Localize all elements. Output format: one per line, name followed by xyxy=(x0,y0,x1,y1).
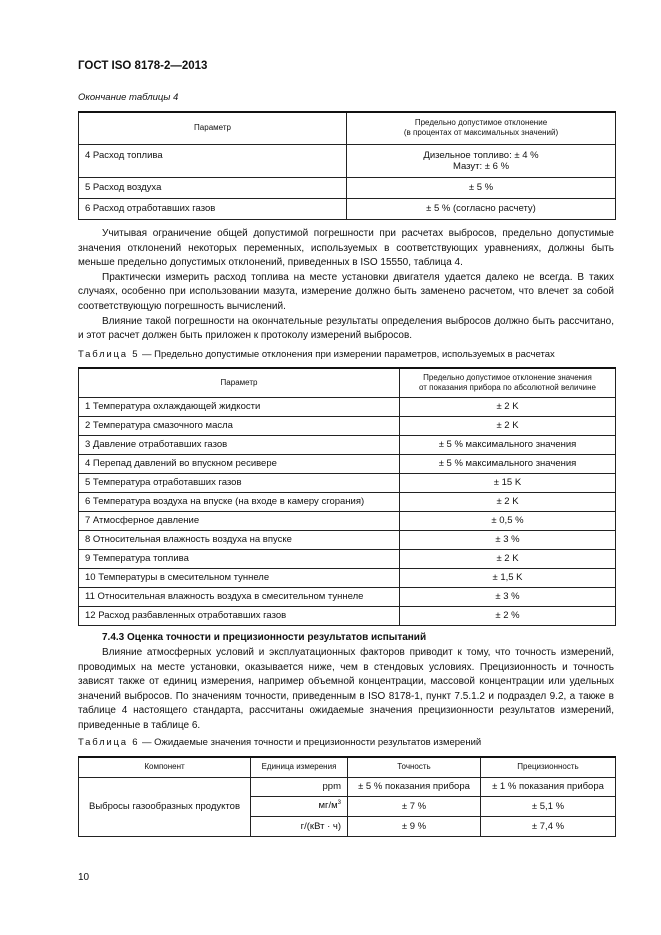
table5-header-row xyxy=(79,368,616,397)
table5-value: ± 2 K xyxy=(400,397,616,416)
table6-precision: ± 7,4 % xyxy=(481,816,616,836)
table6-precision: ± 5,1 % xyxy=(481,796,616,816)
document-header: ГОСТ ISO 8178-2—2013 xyxy=(78,60,208,72)
table-row xyxy=(79,777,616,796)
table6-accuracy: ± 5 % показания прибора xyxy=(348,777,481,796)
table5-param: 8 Относительная влажность воздуха на впуске xyxy=(79,530,400,549)
table5-param: 11 Относительная влажность воздуха в смесительном туннеле xyxy=(79,587,400,606)
table5-value: ± 2 % xyxy=(400,606,616,625)
table6-caption-prefix: Таблица 6 xyxy=(78,737,140,748)
table5-value: ± 5 % максимального значения xyxy=(400,435,616,454)
table-row xyxy=(79,492,616,511)
table6-unit: ppm xyxy=(251,777,348,796)
table-row xyxy=(79,606,616,625)
table-row xyxy=(79,568,616,587)
table5-value: ± 2 K xyxy=(400,549,616,568)
table5-col-deviation xyxy=(400,368,616,397)
section-heading: 7.4.3 Оценка точности и прецизионности результатов испытаний xyxy=(102,632,427,643)
table5-param: 2 Температура смазочного масла xyxy=(79,416,400,435)
table5-value: ± 2 K xyxy=(400,416,616,435)
table5-param: 9 Температура топлива xyxy=(79,549,400,568)
table-row xyxy=(79,511,616,530)
table4-col-deviation-line1: Предельно допустимое отклонение xyxy=(414,118,548,128)
table6-unit-superscript: 3 xyxy=(337,800,341,807)
table-row xyxy=(79,416,616,435)
table-5 xyxy=(78,367,616,626)
table6-header-row xyxy=(79,757,616,777)
table6-precision: ± 1 % показания прибора xyxy=(481,777,616,796)
table5-param: 4 Перепад давлений во впускном ресивере xyxy=(79,454,400,473)
table4-param: 5 Расход воздуха xyxy=(79,177,347,198)
body-text-block-1 xyxy=(78,227,614,344)
table5-param: 12 Расход разбавленных отработавших газов xyxy=(79,606,400,625)
table6-caption xyxy=(78,737,481,748)
table-row xyxy=(79,549,616,568)
table-row xyxy=(79,144,616,177)
table5-value: ± 0,5 % xyxy=(400,511,616,530)
table5-value: ± 3 % xyxy=(400,587,616,606)
table-row xyxy=(79,177,616,198)
table6-col-unit: Единица измерения xyxy=(251,757,348,777)
table4-param: 6 Расход отработавших газов xyxy=(79,198,347,219)
table-6 xyxy=(78,756,616,837)
table-row xyxy=(79,198,616,219)
table4-value xyxy=(347,144,616,177)
table5-param: 5 Температура отработавших газов xyxy=(79,473,400,492)
table6-caption-text: — Ожидаемые значения точности и прецизионности результатов измерений xyxy=(139,737,482,748)
table4-col-deviation-line2: (в процентах от максимальных значений) xyxy=(403,128,559,138)
table4-col-deviation xyxy=(347,112,616,144)
table5-param: 6 Температура воздуха на впуске (на входе в камеру сгорания) xyxy=(79,492,400,511)
table5-param: 3 Давление отработавших газов xyxy=(79,435,400,454)
table4-col-param: Параметр xyxy=(79,112,347,144)
table4-param: 4 Расход топлива xyxy=(79,144,347,177)
table5-value: ± 2 K xyxy=(400,492,616,511)
table4-value-line2: Мазут: ± 6 % xyxy=(452,160,510,172)
table6-col-accuracy: Точность xyxy=(348,757,481,777)
paragraph: Влияние атмосферных условий и эксплуатационных факторов приводит к тому, что точность измерений, проводимых на месте установки, оказывается ниже, чем в стендовых условиях. Прецизионность и точность зависят также от единиц измерения, например объемной концентрации, массовой концентрации или удельных значений выбросов. По значениям точности, приведенным в ISO 8178-1, пункт 7.5.1.2 и подраздел 9.2, а также в таблице 4 настоящего стандарта, рассчитаны ожидаемые значения прецизионности результатов измерений, приведенные в таблице 6. xyxy=(78,647,614,731)
table4-caption: Окончание таблицы 4 xyxy=(78,92,179,103)
table5-value: ± 15 K xyxy=(400,473,616,492)
table5-col-param: Параметр xyxy=(79,368,400,397)
paragraph: Практически измерить расход топлива на месте установки двигателя удается далеко не всегда. В таких случаях, особенно при использовании мазута, измерение должно быть заменено расчетом, что влечет за собой соответствующую погрешность вычислений. xyxy=(78,271,614,312)
table4-value: ± 5 % xyxy=(347,177,616,198)
table4-value-line1: Дизельное топливо: ± 4 % xyxy=(423,149,539,161)
table5-param: 1 Температура охлаждающей жидкости xyxy=(79,397,400,416)
table-row xyxy=(79,454,616,473)
paragraph: Влияние такой погрешности на окончательные результаты определения выбросов должно быть рассчитано, и этот расчет должен быть приложен к протоколу измерений выбросов. xyxy=(78,315,614,342)
table-row xyxy=(79,435,616,454)
table-row xyxy=(79,587,616,606)
table4-value: ± 5 % (согласно расчету) xyxy=(347,198,616,219)
table5-value: ± 5 % максимального значения xyxy=(400,454,616,473)
table6-col-component: Компонент xyxy=(79,757,251,777)
table6-accuracy: ± 9 % xyxy=(348,816,481,836)
table5-caption xyxy=(78,349,555,360)
table-row xyxy=(79,397,616,416)
table-row xyxy=(79,530,616,549)
table6-accuracy: ± 7 % xyxy=(348,796,481,816)
table6-component: Выбросы газообразных продуктов xyxy=(79,777,251,836)
table5-param: 7 Атмосферное давление xyxy=(79,511,400,530)
table-4 xyxy=(78,111,616,220)
paragraph: Учитывая ограничение общей допустимой погрешности при расчетах выбросов, предельно допустимые значения отклонений некоторых переменных, используемых в соответствующих уравнениях, должны быть меньше предельно допустимых отклонений, приведенных в ISO 15550, таблица 4. xyxy=(78,228,614,269)
table5-col-deviation-line2: от показания прибора по абсолютной величине xyxy=(419,382,596,392)
table-row xyxy=(79,473,616,492)
table5-value: ± 1,5 K xyxy=(400,568,616,587)
table5-param: 10 Температуры в смесительном туннеле xyxy=(79,568,400,587)
table6-unit xyxy=(251,796,348,816)
page-number: 10 xyxy=(78,872,90,883)
table6-unit: г/(кВт · ч) xyxy=(251,816,348,836)
table5-caption-prefix: Таблица 5 xyxy=(78,349,140,360)
table6-col-precision: Прецизионность xyxy=(481,757,616,777)
table6-unit-base: мг/м xyxy=(318,800,338,812)
table5-col-deviation-line1: Предельно допустимое отклонение значения xyxy=(423,372,592,382)
body-text-block-2 xyxy=(78,646,614,734)
table5-value: ± 3 % xyxy=(400,530,616,549)
table4-header-row xyxy=(79,112,616,144)
table5-caption-text: — Предельно допустимые отклонения при измерении параметров, используемых в расчетах xyxy=(139,349,555,360)
